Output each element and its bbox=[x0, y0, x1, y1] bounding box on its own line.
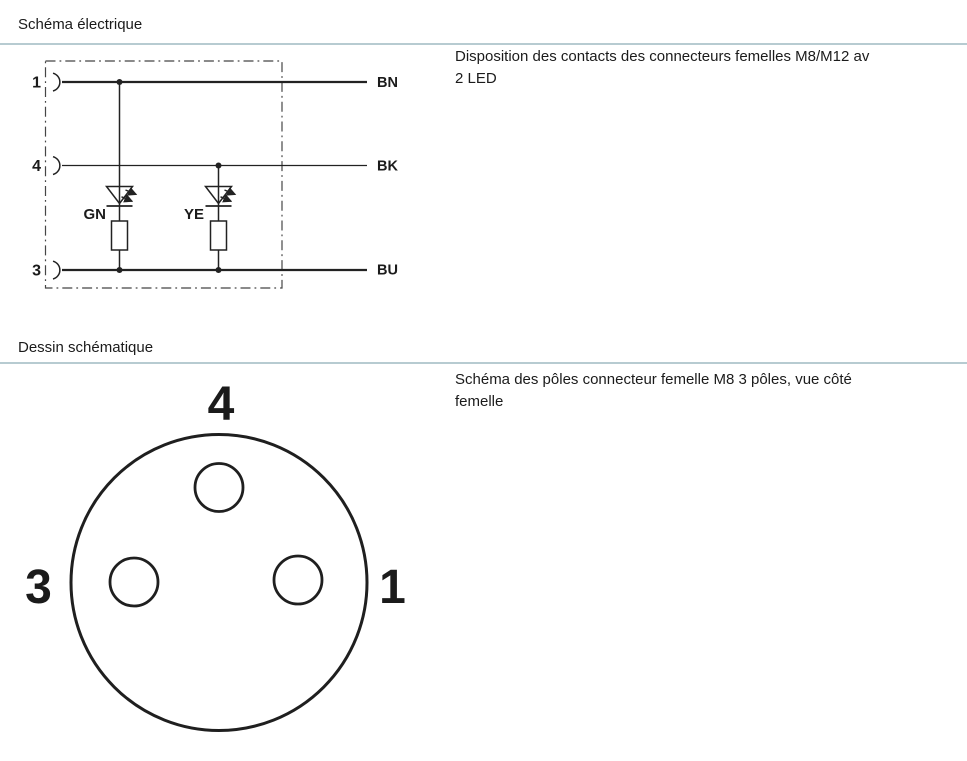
pole-number-3: 3 bbox=[25, 561, 52, 614]
led-label-gn: GN bbox=[83, 206, 106, 223]
caption-line: 2 LED bbox=[455, 70, 497, 87]
section-divider bbox=[0, 362, 967, 364]
caption-line: femelle bbox=[455, 393, 504, 410]
circuit-caption bbox=[455, 46, 869, 90]
led-label-ye: YE bbox=[183, 206, 204, 223]
socket-contact-pin1 bbox=[53, 73, 60, 91]
junction-dot bbox=[117, 267, 123, 273]
resistor-gn bbox=[112, 221, 128, 250]
junction-dot bbox=[117, 79, 123, 85]
wire-label-bn: BN bbox=[377, 75, 398, 91]
circuit-diagram bbox=[0, 0, 440, 320]
wire-label-bk: BK bbox=[377, 158, 398, 175]
connector-caption bbox=[455, 369, 852, 413]
pole-hole-4 bbox=[195, 464, 243, 512]
pin-number-1: 1 bbox=[32, 74, 41, 92]
housing-dashdot-border bbox=[46, 61, 283, 288]
pole-hole-1 bbox=[274, 556, 322, 604]
wire-label-bu: BU bbox=[377, 262, 398, 279]
section-heading-electrical: Schéma électrique bbox=[18, 16, 143, 33]
junction-dot bbox=[216, 267, 222, 273]
socket-contact-pin3 bbox=[53, 261, 60, 279]
pole-hole-3 bbox=[110, 558, 158, 606]
connector-face-drawing bbox=[0, 370, 440, 761]
caption-line: Disposition des contacts des connecteurs femelles M8/M12 av bbox=[455, 48, 870, 65]
pole-number-4: 4 bbox=[207, 378, 235, 431]
junction-dot bbox=[216, 163, 222, 169]
pin-number-3: 3 bbox=[32, 262, 41, 280]
pin-number-4: 4 bbox=[32, 158, 41, 175]
section-heading-drawing: Dessin schématique bbox=[18, 339, 154, 356]
pole-number-1: 1 bbox=[379, 561, 406, 614]
caption-line: Schéma des pôles connecteur femelle M8 3 pôles, vue côté bbox=[455, 371, 852, 388]
resistor-ye bbox=[211, 221, 227, 250]
socket-contact-pin4 bbox=[53, 157, 60, 175]
